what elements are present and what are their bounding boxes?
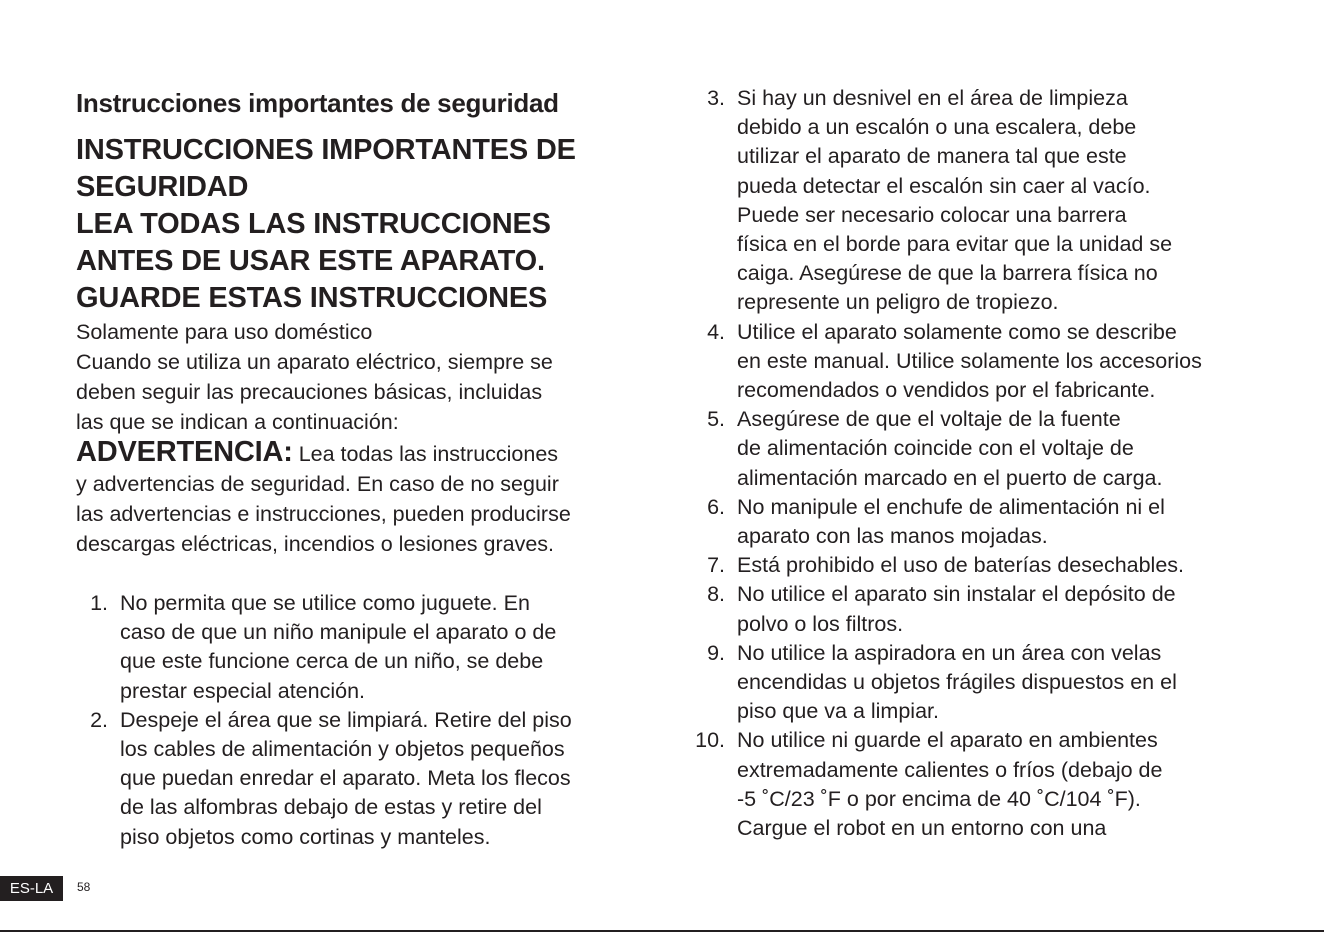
item-number — [690, 113, 737, 142]
warning-label: ADVERTENCIA: — [76, 436, 293, 468]
item-text-line: No manipule el enchufe de alimentación ni el — [737, 494, 1165, 519]
item-number — [690, 347, 737, 376]
list-item — [690, 551, 1260, 580]
list-item — [690, 668, 1260, 697]
list-item — [690, 84, 1260, 113]
item-text-line: Cargue el robot en un entorno con una — [737, 816, 1107, 841]
item-number: 7. — [707, 553, 725, 578]
intro-line: deben seguir las precauciones básicas, incluidas — [76, 380, 543, 404]
item-number: 5. — [707, 407, 725, 432]
list-item — [690, 580, 1260, 609]
safety-heading — [76, 132, 646, 317]
list-item — [76, 764, 646, 793]
list-item — [690, 318, 1260, 347]
heading-line: LEA TODAS LAS INSTRUCCIONES — [76, 208, 551, 240]
item-text-line: piso que va a limpiar. — [737, 699, 939, 724]
item-number — [690, 201, 737, 230]
item-text-line: prestar especial atención. — [120, 678, 366, 703]
list-item — [690, 756, 1260, 785]
item-number — [76, 618, 120, 647]
item-number — [690, 142, 737, 171]
item-number — [76, 764, 120, 793]
list-item — [690, 230, 1260, 259]
item-number — [690, 814, 737, 843]
list-item — [690, 172, 1260, 201]
item-text-line: Está prohibido el uso de baterías desechables. — [737, 553, 1185, 578]
item-text-line: aparato con las manos mojadas. — [737, 524, 1048, 549]
list-item — [690, 434, 1260, 463]
item-text-line: encendidas u objetos frágiles dispuestos en el — [737, 670, 1177, 695]
item-text-line: pueda detectar el escalón sin caer al vacío. — [737, 173, 1151, 198]
bottom-rule — [0, 930, 1324, 932]
item-number: 9. — [707, 640, 725, 665]
list-item — [76, 706, 646, 735]
right-column — [690, 84, 1260, 843]
instructions-list-left — [76, 589, 646, 852]
item-number — [690, 785, 737, 814]
item-number: 8. — [707, 582, 725, 607]
item-number — [76, 735, 120, 764]
list-item — [690, 726, 1260, 755]
warning-paragraph — [76, 437, 646, 559]
item-text-line: física en el borde para evitar que la unidad se — [737, 232, 1173, 257]
item-number — [690, 610, 737, 639]
intro-line: las que se indican a continuación: — [76, 410, 399, 434]
item-text-line: No utilice la aspiradora en un área con velas — [737, 640, 1162, 665]
item-text-line: caiga. Asegúrese de que la barrera física no — [737, 261, 1158, 286]
list-item — [690, 259, 1260, 288]
item-number: 6. — [707, 494, 725, 519]
list-item — [690, 142, 1260, 171]
list-item — [690, 464, 1260, 493]
list-item — [76, 647, 646, 676]
item-text-line: No utilice ni guarde el aparato en ambientes — [737, 728, 1158, 753]
list-item — [76, 793, 646, 822]
item-text-line: -5 ˚C/23 ˚F o por encima de 40 ˚C/104 ˚F). — [737, 786, 1141, 811]
item-text-line: No permita que se utilice como juguete. En — [120, 591, 530, 615]
list-item — [76, 589, 646, 618]
item-text-line: los cables de alimentación y objetos pequeños — [120, 737, 565, 762]
item-text-line: extremadamente calientes o fríos (debajo de — [737, 757, 1163, 782]
list-item — [690, 201, 1260, 230]
warning-line: las advertencias e instrucciones, pueden producirse — [76, 502, 571, 526]
heading-line: ANTES DE USAR ESTE APARATO. — [76, 245, 545, 277]
item-number — [690, 668, 737, 697]
item-text-line: utilizar el aparato de manera tal que este — [737, 144, 1127, 169]
item-number — [690, 172, 737, 201]
list-item — [690, 493, 1260, 522]
warning-line: descargas eléctricas, incendios o lesiones graves. — [76, 532, 555, 556]
item-text-line: Puede ser necesario colocar una barrera — [737, 202, 1127, 227]
list-item — [76, 618, 646, 647]
heading-line: SEGURIDAD — [76, 171, 249, 203]
intro-line: Cuando se utiliza un aparato eléctrico, siempre se — [76, 350, 553, 374]
item-text-line: recomendados o vendidos por el fabricante. — [737, 378, 1156, 403]
item-number — [690, 756, 737, 785]
list-item — [690, 376, 1260, 405]
item-text-line: Utilice el aparato solamente como se describe — [737, 319, 1177, 344]
item-number — [690, 288, 737, 317]
item-number: 4. — [707, 319, 725, 344]
item-number: 1. — [90, 591, 108, 615]
list-item — [690, 697, 1260, 726]
item-text-line: polvo o los filtros. — [737, 611, 904, 636]
heading-line: INSTRUCCIONES IMPORTANTES DE — [76, 134, 576, 166]
warning-text: Lea todas las instrucciones — [298, 442, 559, 466]
item-text-line: debido a un escalón o una escalera, debe — [737, 115, 1137, 140]
intro-paragraph — [76, 347, 646, 437]
item-number — [690, 259, 737, 288]
item-number — [690, 376, 737, 405]
list-item — [690, 113, 1260, 142]
list-item — [76, 735, 646, 764]
item-number — [76, 793, 120, 822]
item-text-line: No utilice el aparato sin instalar el depósito de — [737, 582, 1176, 607]
item-text-line: piso objetos como cortinas y manteles. — [120, 824, 491, 849]
left-column — [76, 84, 646, 852]
list-item — [690, 639, 1260, 668]
item-number — [690, 522, 737, 551]
item-text-line: Si hay un desnivel en el área de limpieza — [737, 86, 1128, 110]
section-title: Instrucciones importantes de seguridad — [76, 88, 559, 118]
item-number: 10. — [695, 728, 725, 753]
instructions-list-right — [690, 84, 1260, 843]
item-text-line: Asegúrese de que el voltaje de la fuente — [737, 407, 1121, 432]
item-number — [76, 677, 120, 706]
item-text-line: de alimentación coincide con el voltaje de — [737, 436, 1134, 461]
domestic-use-note: Solamente para uso doméstico — [76, 320, 373, 344]
heading-line: GUARDE ESTAS INSTRUCCIONES — [76, 282, 548, 314]
list-item — [690, 347, 1260, 376]
item-number — [690, 230, 737, 259]
item-number: 2. — [90, 707, 108, 732]
item-text-line: que puedan enredar el aparato. Meta los flecos — [120, 766, 571, 791]
item-text-line: alimentación marcado en el puerto de carga. — [737, 465, 1163, 490]
item-text-line: Despeje el área que se limpiará. Retire del piso — [120, 707, 572, 732]
item-text-line: en este manual. Utilice solamente los accesorios — [737, 348, 1202, 373]
item-number — [690, 697, 737, 726]
item-number — [690, 434, 737, 463]
item-number — [76, 647, 120, 676]
language-tag: ES-LA — [0, 876, 63, 901]
item-number — [690, 464, 737, 493]
page-number: 58 — [77, 880, 91, 894]
list-item — [690, 814, 1260, 843]
list-item — [690, 288, 1260, 317]
warning-first-line — [76, 437, 646, 469]
item-text-line: de las alfombras debajo de estas y retire del — [120, 795, 542, 820]
item-text-line: caso de que un niño manipule el aparato o de — [120, 620, 557, 645]
item-number: 3. — [707, 86, 725, 110]
item-text-line: represente un peligro de tropiezo. — [737, 290, 1059, 315]
list-item — [76, 677, 646, 706]
list-item — [690, 522, 1260, 551]
list-item — [690, 610, 1260, 639]
list-item — [690, 785, 1260, 814]
list-item — [76, 823, 646, 852]
item-number — [76, 823, 120, 852]
list-item — [690, 405, 1260, 434]
warning-line: y advertencias de seguridad. En caso de no seguir — [76, 472, 559, 496]
item-text-line: que este funcione cerca de un niño, se debe — [120, 649, 544, 674]
